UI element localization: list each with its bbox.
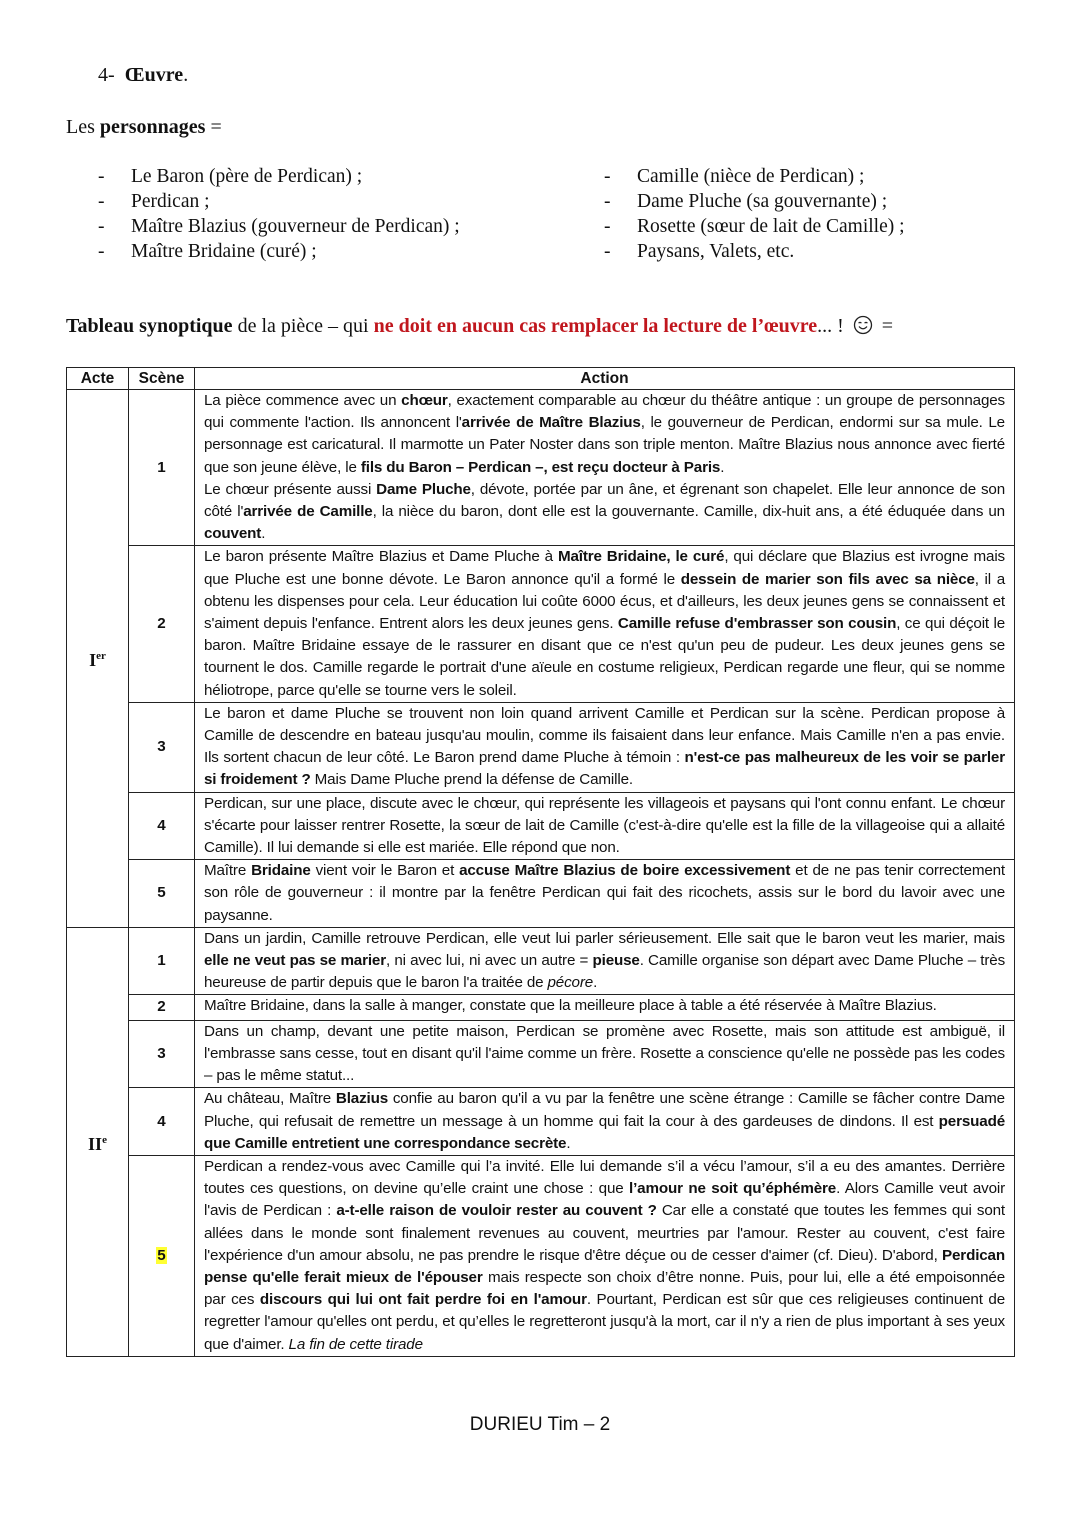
page-footer: DURIEU Tim – 2 (469, 1414, 611, 1435)
character-name: Camille (nièce de Perdican) ; (637, 166, 865, 187)
action-text: Au château, Maître (204, 1090, 336, 1108)
scene-number-text: 5 (157, 884, 166, 902)
action-text: , dévote, portée par un âne, et égrenant son chapelet. Elle leur annonce de son côté l' (204, 480, 1006, 521)
action-emphasis: Blazius (335, 1090, 389, 1108)
action-emphasis: arrivée de Maître Blazius (461, 414, 641, 432)
action-text: Perdican a rendez-vous avec Camille qui l’a invité. Elle lui demande s’il a vécu l’amour, s’il a eu des amantes. Derrière toutes ces questions, on devine qu’elle craint une chose : que (204, 1157, 1005, 1198)
action-emphasis: accuse Maître Blazius de boire excessivement (459, 862, 791, 880)
synopsis-title-mid: de la pièce – qui (232, 315, 374, 337)
character-item (604, 239, 905, 264)
action-text: . Pourtant, Perdican est sûr que ces religieuses continuent de regretter l'amour qu'elles ont perdu, et qu’elles le regretteront jusqu'à la mort, car il n'y a rien de plus important à ses yeux que d'aimer. (204, 1291, 1005, 1353)
scene-number (129, 702, 195, 792)
action-text: , qui déclare que Blazius est ivrogne mais que Pluche est une bonne dévote. Le Baron annonce qu'il a formé le (204, 548, 1005, 588)
synoptic-table (66, 367, 1015, 1357)
character-name: Rosette (sœur de lait de Camille) ; (637, 216, 905, 237)
characters-intro-prefix: Les (66, 116, 100, 138)
table-row (67, 860, 1015, 928)
table-row (67, 1020, 1015, 1088)
character-name: Maître Blazius (gouverneur de Perdican) ; (131, 216, 460, 237)
header-act: Acte (67, 368, 129, 390)
table-row (67, 1088, 1015, 1156)
scene-number-text: 2 (157, 615, 166, 633)
scene-number-text: 4 (157, 1112, 166, 1130)
action-cell (195, 927, 1015, 995)
synopsis-title-equals: = (876, 315, 894, 337)
character-name: Perdican ; (131, 191, 210, 212)
action-cell (195, 995, 1015, 1020)
action-text: . (566, 1134, 571, 1152)
scene-number-text: 5 (157, 1246, 166, 1264)
action-text: La pièce commence avec un (204, 392, 402, 409)
act-cell: IIe (67, 927, 129, 1356)
scene-number (129, 1088, 195, 1156)
scene-number (129, 860, 195, 928)
action-emphasis: couvent (204, 525, 262, 543)
action-cell (195, 1020, 1015, 1088)
section-number: 4- (98, 64, 115, 86)
action-text: . (720, 458, 725, 476)
action-italic: La fin de cette tirade (288, 1335, 423, 1353)
bullet-dash: - (98, 216, 105, 237)
bullet-dash: - (98, 166, 105, 187)
scene-number-text: 1 (157, 458, 166, 476)
action-text: confie au baron qu'il a vu par la fenêtre une scène étrange : Camille se fâcher contre Dame Pluche, qui refusait de remettre un message à un homme qui fait la cour à des gardeuses de dindons. Il est (204, 1090, 1005, 1130)
synopsis-title-end: ... ! (817, 315, 844, 337)
scene-number-text: 3 (157, 1044, 166, 1062)
table-row (67, 1155, 1015, 1356)
action-emphasis: persuadé que Camille entretient une correspondance secrète (204, 1112, 1005, 1152)
action-cell (195, 546, 1015, 702)
action-emphasis: discours qui lui ont fait perdre foi en l'amour (259, 1291, 587, 1309)
action-cell (195, 1088, 1015, 1156)
scene-number (129, 927, 195, 995)
scene-number-text: 2 (157, 998, 166, 1016)
scene-number-text: 1 (157, 952, 166, 970)
action-text: . Camille organise son départ avec Dame Pluche – très heureuse de partir depuis que le baron l'a traitée de (204, 952, 1006, 992)
table-header-row (67, 368, 1015, 390)
characters-intro-suffix: = (205, 116, 222, 138)
character-item (98, 164, 460, 189)
action-text: , ni avec lui, ni avec un autre = (386, 952, 593, 970)
scene-number (129, 792, 195, 860)
action-cell (195, 390, 1015, 546)
bullet-dash: - (604, 241, 611, 262)
scene-number-text: 4 (157, 816, 166, 834)
action-text: , il a obtenu les dispenses pour cela. Leur éducation lui coûte 6000 écus, et d'ailleurs, les deux jeunes gens se connaissent et s'aiment depuis l'enfance. Entrent alors les deux jeunes gens. (204, 570, 1005, 633)
section-heading (98, 64, 188, 87)
table-body (67, 390, 1015, 1357)
bullet-dash: - (604, 191, 611, 212)
action-emphasis: n'est-ce pas malheureux de les voir se parler si froidement ? (204, 749, 1005, 789)
action-emphasis: Dame Pluche (376, 480, 471, 498)
scene-number-text: 3 (157, 738, 166, 756)
character-item (604, 214, 905, 239)
action-cell (195, 860, 1015, 928)
synopsis-warning: ne doit en aucun cas remplacer la lecture de l’œuvre (373, 315, 818, 337)
table-row (67, 702, 1015, 792)
action-text: Mais Dame Pluche prend la défense de Camille. (310, 771, 633, 789)
action-italic: pécore (547, 974, 594, 992)
action-emphasis: chœur (401, 392, 448, 409)
bullet-dash: - (98, 241, 105, 262)
act-ordinal: er (96, 650, 106, 663)
character-item (98, 214, 460, 239)
action-emphasis: Bridaine (251, 862, 311, 880)
action-text: , la nièce du baron, dont elle est la gouvernante. Camille, dix-huit ans, a été éduquée dans un (372, 503, 1005, 521)
action-emphasis: Camille refuse d'embrasser son cousin (617, 615, 897, 633)
table-row (67, 927, 1015, 995)
scene-number (129, 995, 195, 1020)
action-text: et de ne pas tenir correctement son rôle de gouverneur : il montre par la fenêtre Perdican qui fait des ricochets, assis sur le bord du lavoir avec une paysanne. (204, 862, 1006, 924)
action-text: vient voir le Baron et (310, 862, 460, 880)
character-item (604, 189, 905, 214)
action-emphasis: l’amour ne soit qu’éphémère (629, 1180, 837, 1198)
character-list-left (98, 164, 460, 264)
action-text: Dans un jardin, Camille retrouve Perdican, elle veut lui parler sérieusement. Elle sait que le baron veut les marier, mais (204, 929, 1005, 947)
scene-number (129, 1155, 195, 1356)
scene-number (129, 546, 195, 702)
action-text: mais respecte son choix d’être nonne. Puis, pour lui, elle a été empoisonnée par ces (204, 1268, 1005, 1309)
character-item (604, 164, 905, 189)
table-row (67, 390, 1015, 546)
character-item (98, 239, 460, 264)
action-cell (195, 702, 1015, 792)
act-ordinal: e (102, 1133, 107, 1146)
action-emphasis: a-t-elle raison de vouloir rester au couvent ? (336, 1202, 657, 1220)
section-title-suffix: . (183, 64, 189, 86)
action-text: . (261, 525, 266, 543)
table-row (67, 792, 1015, 860)
bullet-dash: - (604, 216, 611, 237)
action-text: Dans un champ, devant une petite maison, Perdican se promène avec Rosette, mais son attitude est ambiguë, il l'embrasse sans cesse, tout en disant qu'il l'aime comme un frère. Rosette a conscience qu'elle ne possède pas les codes – pas le même statut... (204, 1022, 1005, 1085)
characters-intro (66, 116, 222, 139)
scene-number (129, 390, 195, 546)
action-emphasis: arrivée de Camille (243, 503, 373, 521)
action-text: , le gouverneur de Perdican, endormi sur sa mule. Le personnage est caricatural. Il marmotte un Pater Noster dans son triple menton. Maître Blazius nous annonce avec fierté que son jeune élève, le (204, 414, 1005, 476)
table-row (67, 995, 1015, 1020)
scene-number (129, 1020, 195, 1088)
section-title: Œuvre (124, 64, 184, 86)
action-text: . Alors Camille veut avoir l'avis de Perdican : (204, 1180, 1005, 1220)
action-emphasis: fils du Baron – Perdican –, est reçu docteur à Paris (360, 458, 721, 476)
action-text: Le baron et dame Pluche se trouvent non loin quand arrivent Camille et Perdican sur la scène. Perdican propose à Camille de descendre en bateau jusqu'au moulin, comme ils faisaient dans leur enfance. Mais Camille n'en a pas envie. Ils sortent chacun de leur côté. Le Baron prend dame Pluche à témoin : (204, 704, 1005, 767)
action-text: Maître Bridaine, dans la salle à manger, constate que la meilleure place à table a été réservée à Maître Blazius. (204, 997, 937, 1015)
characters-intro-bold: personnages (99, 116, 206, 138)
action-text: Le chœur présente aussi (204, 480, 377, 498)
action-text: Le baron présente Maître Blazius et Dame Pluche à (204, 548, 558, 566)
header-scene: Scène (129, 368, 195, 390)
action-text: , exactement comparable au chœur du théâtre antique : un groupe de personnages qui commente l'action. Ils annoncent l' (204, 392, 1005, 432)
action-emphasis: elle ne veut pas se marier (204, 952, 386, 970)
action-cell (195, 792, 1015, 860)
character-list-right (604, 164, 905, 264)
character-name: Le Baron (père de Perdican) ; (131, 166, 363, 187)
table-row (67, 546, 1015, 702)
action-text: Perdican, sur une place, discute avec le chœur, qui représente les villageois et paysans qui l'ont connu enfant. Le chœur s'écarte pour laisser rentrer Rosette, la sœur de lait de Camille (c'est-à-dire qu'elle est la fille de la villageoise qui a allaité Camille). Il lui demande si elle est mariée. Elle répond que non. (204, 794, 1005, 857)
character-name: Dame Pluche (sa gouvernante) ; (637, 191, 888, 212)
action-text: Car elle a constaté que toutes les femmes qui sont allées dans le monde sont finalement revenues au couvent, meurtries par l'amour. Rester au couvent, c'est faire l'expérience d'un amour absolu, ne pas prendre le risque d'être déçue ou de cesser d'aimer (cf. Dieu). D'abord, (204, 1202, 1005, 1264)
synopsis-title-bold: Tableau synoptique (66, 315, 233, 337)
header-action: Action (195, 368, 1015, 390)
bullet-dash: - (604, 166, 611, 187)
action-emphasis: dessein de marier son fils avec sa nièce (680, 570, 975, 588)
action-text: , ce qui déçoit le baron. Maître Bridaine essaye de le rassurer en disant que ce n'est qu'un peu de pudeur. Les deux jeunes gens se tournent le dos. Camille regarde le portrait d'une aïeule en costume religieux, Perdican regarde une fleur, qui se nomme héliotrope, parce qu'elle se tourne vers le soleil. (204, 615, 1006, 699)
action-text: Maître (204, 862, 252, 880)
character-item (98, 189, 460, 214)
action-emphasis: Maître Bridaine, le curé (557, 548, 725, 566)
action-cell (195, 1155, 1015, 1356)
act-cell: Ier (67, 390, 129, 928)
character-name: Maître Bridaine (curé) ; (131, 241, 317, 262)
character-name: Paysans, Valets, etc. (637, 241, 795, 262)
action-text: . (593, 974, 598, 992)
action-emphasis: Perdican pense qu'elle ferait mieux de l'épouser (204, 1246, 1005, 1286)
smiley-face-icon (853, 315, 873, 341)
action-emphasis: pieuse (592, 952, 640, 970)
synopsis-title (66, 315, 893, 341)
bullet-dash: - (98, 191, 105, 212)
